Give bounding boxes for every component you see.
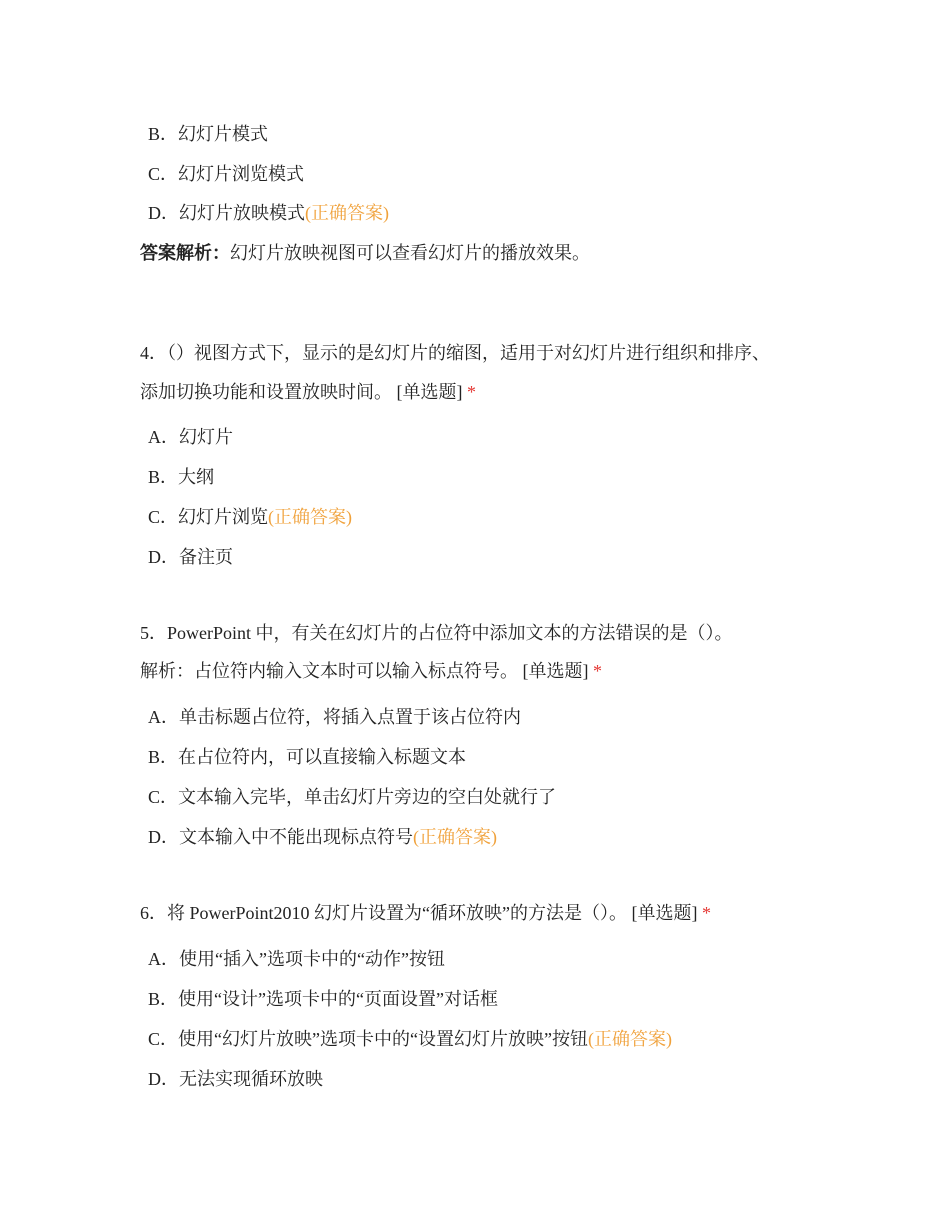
option-letter: C． [148, 507, 179, 527]
q6-option-b [148, 987, 498, 1011]
option-text: 备注页 [179, 547, 233, 567]
question-number: 4． [140, 343, 167, 363]
question-number: 6． [140, 903, 167, 923]
q3-option-b [148, 122, 268, 146]
required-marker: * [701, 903, 711, 923]
q4-option-b [148, 465, 214, 489]
option-letter: B． [148, 747, 179, 767]
q4-option-c [148, 505, 352, 529]
option-letter: D． [148, 827, 179, 847]
q6-option-d [148, 1067, 323, 1091]
q5-option-a [148, 705, 521, 729]
q3-option-c [148, 162, 304, 186]
option-text: 在占位符内，可以直接输入标题文本 [178, 747, 467, 767]
option-text: 使用“设计”选项卡中的“页面设置”对话框 [178, 989, 498, 1009]
question-type: [单选题] [522, 661, 589, 681]
option-text: 幻灯片浏览 [178, 507, 269, 527]
q5-stem-line1 [140, 621, 733, 645]
option-text: 无法实现循环放映 [179, 1069, 323, 1089]
option-text: 大纲 [178, 467, 215, 487]
analysis-label: 答案解析： [140, 243, 230, 263]
option-text: 幻灯片模式 [178, 124, 269, 144]
option-text: 文本输入中不能出现标点符号 [179, 827, 413, 847]
correct-answer-tag: (正确答案) [587, 1029, 672, 1049]
option-letter: A． [148, 949, 179, 969]
required-marker: * [467, 382, 476, 402]
question-stem: （）视图方式下，显示的是幻灯片的缩图，适用于对幻灯片进行组织和排序、 [167, 343, 770, 363]
analysis-text: 幻灯片放映视图可以查看幻灯片的播放效果。 [230, 243, 590, 263]
q5-stem-line2 [140, 659, 602, 683]
question-stem: 将 PowerPoint2010 幻灯片设置为“循环放映”的方法是（）。 [167, 903, 627, 923]
q4-option-a [148, 425, 233, 449]
option-text: 文本输入完毕，单击幻灯片旁边的空白处就行了 [178, 787, 557, 807]
question-stem-cont: 添加切换功能和设置放映时间。 [140, 382, 392, 402]
option-letter: C． [148, 1029, 179, 1049]
option-letter: B． [148, 124, 179, 144]
q6-stem-line1 [140, 901, 711, 925]
q4-stem-line1 [140, 341, 770, 365]
option-letter: A． [148, 427, 179, 447]
required-marker: * [593, 661, 602, 681]
q3-answer-analysis [140, 241, 590, 265]
option-letter: B． [148, 467, 179, 487]
option-text: 幻灯片放映模式 [179, 203, 305, 223]
option-text: 使用“插入”选项卡中的“动作”按钮 [179, 949, 445, 969]
question-type: [单选题] [631, 903, 698, 923]
option-text: 使用“幻灯片放映”选项卡中的“设置幻灯片放映”按钮 [178, 1029, 588, 1049]
option-letter: D． [148, 1069, 179, 1089]
q6-option-a [148, 947, 445, 971]
question-number: 5． [140, 623, 167, 643]
q5-option-c [148, 785, 556, 809]
q5-option-b [148, 745, 466, 769]
q6-option-c [148, 1027, 672, 1051]
correct-answer-tag: (正确答案) [305, 203, 389, 223]
question-stem: PowerPoint 中，有关在幻灯片的占位符中添加文本的方法错误的是（）。 [167, 623, 733, 643]
question-type: [单选题] [396, 382, 463, 402]
question-stem-cont: 解析：占位符内输入文本时可以输入标点符号。 [140, 661, 518, 681]
option-text: 单击标题占位符，将插入点置于该占位符内 [179, 707, 521, 727]
option-letter: C． [148, 787, 179, 807]
option-letter: D． [148, 203, 179, 223]
option-letter: D． [148, 547, 179, 567]
correct-answer-tag: (正确答案) [413, 827, 497, 847]
option-text: 幻灯片浏览模式 [178, 164, 305, 184]
correct-answer-tag: (正确答案) [268, 507, 353, 527]
q5-option-d [148, 825, 497, 849]
q4-stem-line2 [140, 380, 476, 404]
q3-option-d [148, 201, 389, 225]
option-letter: A． [148, 707, 179, 727]
option-text: 幻灯片 [179, 427, 233, 447]
option-letter: B． [148, 989, 179, 1009]
q4-option-d [148, 545, 233, 569]
option-letter: C． [148, 164, 179, 184]
